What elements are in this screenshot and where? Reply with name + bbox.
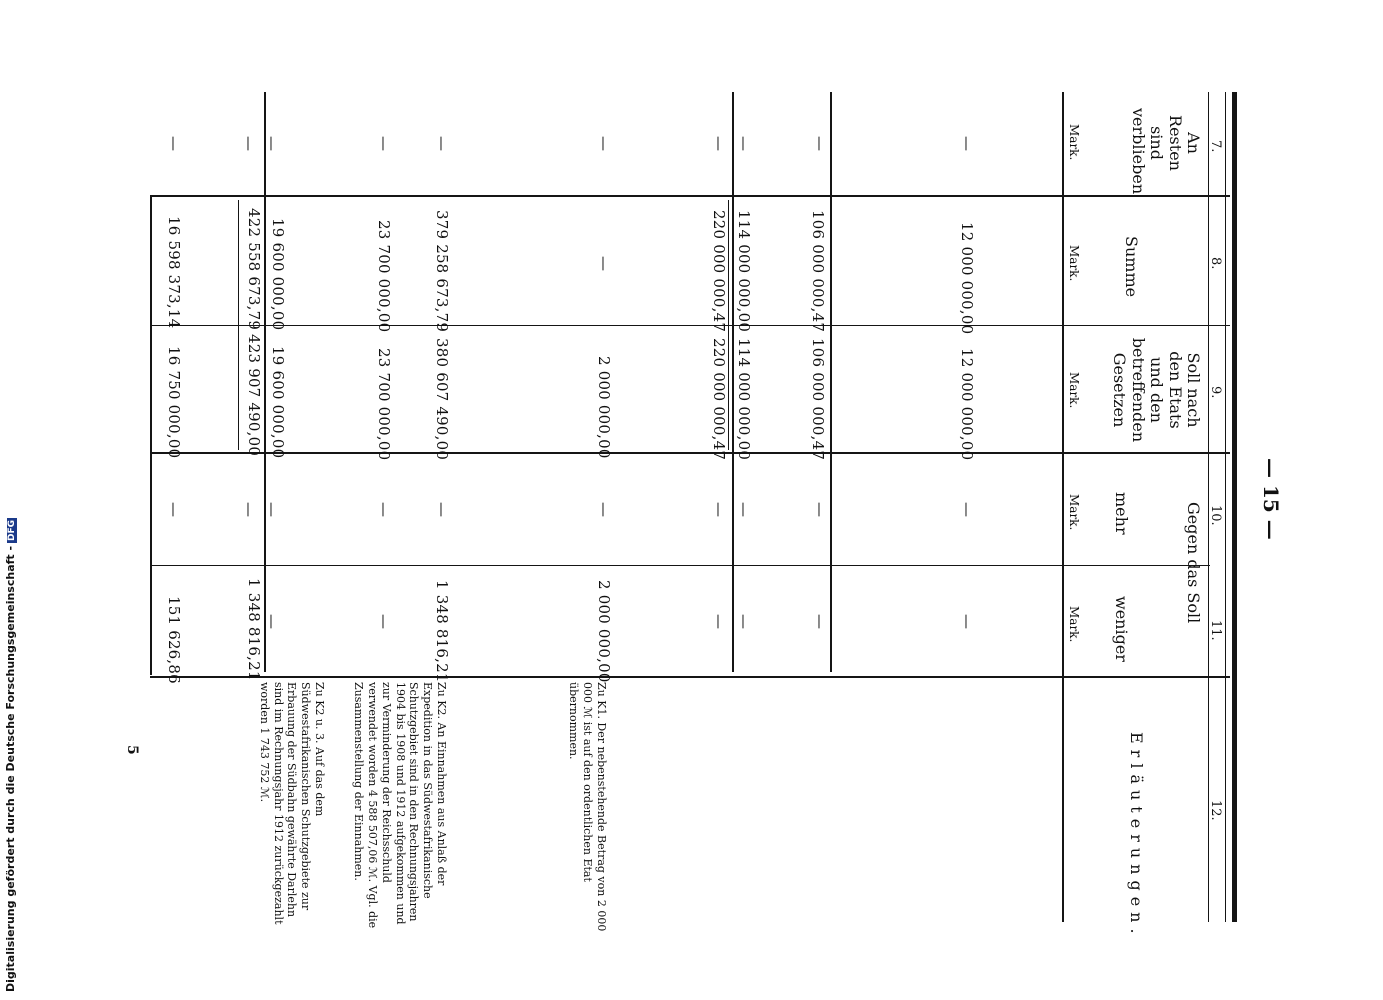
cell-r2-c11: —	[811, 614, 829, 629]
cell-r7-c11: —	[375, 614, 393, 629]
cell-r5-c10: —	[595, 502, 613, 517]
cell-r7-c10: —	[375, 502, 393, 517]
col-rule-7-8	[150, 195, 1230, 197]
cell-r9-c7: —	[240, 136, 258, 151]
header-col9: Soll nach den Etats und den betreffenden Gesetzen	[1110, 337, 1203, 443]
cell-r7-c7: —	[375, 136, 393, 151]
cell-r1-c8: 12 000 000,00	[958, 222, 976, 335]
colnum-8: 8.	[1208, 257, 1223, 270]
cell-r9-c8: 422 558 673,79	[245, 208, 263, 331]
cell-r3-c10: —	[735, 502, 753, 517]
cell-r10-c9: 16 750 000,00	[165, 346, 183, 459]
cell-r4-c7: —	[710, 136, 728, 151]
header-bottom-rule	[1062, 92, 1064, 922]
cell-r3-c7: —	[735, 136, 753, 151]
colnum-7: 7.	[1208, 140, 1223, 153]
colnum-11: 11.	[1208, 620, 1223, 641]
cell-r8-c11: —	[263, 614, 281, 629]
cell-r4-c11: —	[710, 614, 728, 629]
cell-r3-c11: —	[735, 614, 753, 629]
cell-r9-c10: —	[240, 502, 258, 517]
cell-r8-c9: 19 600 000,00	[269, 346, 287, 459]
footer-credit: Digitalisierung gefördert durch die Deutsche Forschungsgemeinschaft -DFG	[4, 519, 17, 992]
cell-r3-c8: 114 000 000,00	[735, 210, 753, 333]
col-rule-10-11	[150, 565, 1210, 566]
header-col10: mehr	[1112, 492, 1131, 535]
cell-r6-c10: —	[433, 502, 451, 517]
unit-col8: Mark.	[1067, 245, 1081, 282]
unit-col9: Mark.	[1067, 372, 1081, 409]
dfg-logo: DFG	[7, 519, 17, 541]
colnum-12: 12.	[1208, 800, 1223, 821]
header-col7: An Resten sind verblieben	[1128, 108, 1203, 195]
cell-r2-c10: —	[811, 502, 829, 517]
cell-r6-c11: 1 348 816,21	[433, 580, 451, 683]
cell-r6-c9: 380 607 490,00	[433, 338, 451, 461]
cell-r5-c9: 2 000 000,00	[595, 356, 613, 459]
cell-r8-c7: —	[263, 136, 281, 151]
cell-r7-c8: 23 700 000,00	[375, 220, 393, 333]
cell-r3-c9: 114 000 000,00	[735, 338, 753, 461]
cell-r10-c11: 151 626,86	[165, 596, 183, 684]
cell-r7-c9: 23 700 000,00	[375, 348, 393, 461]
header-col12: Erläuterungen.	[1127, 732, 1146, 940]
top-double-rule	[1232, 92, 1237, 922]
col-rule-11-12	[150, 676, 1230, 678]
cell-r5-c7: —	[595, 136, 613, 151]
cell-r2-c7: —	[811, 136, 829, 151]
cell-r2-c8: 106 000 000,47	[809, 210, 827, 333]
cell-r8-c10: —	[263, 502, 281, 517]
unit-col11: Mark.	[1067, 606, 1081, 643]
row-rule-3	[264, 92, 266, 672]
page-number: — 15 —	[1259, 458, 1283, 540]
footer-page-number: 5	[124, 745, 140, 755]
note-k2: Zu K2. An Einnahmen aus Anlaß der Expedition in das Südwestafrikanische Schutzgebiet sind in den Rechnungsjahren 1904 bis 1908 und 1912 aufgekommen und zur Verminderung der Reichsschuld verwendet worden 4 588 507,06 ℳ. Vgl. die Zusammenstellung der Einnahmen.	[352, 682, 448, 929]
cell-r10-c7: —	[165, 136, 183, 151]
row-rule-2	[732, 92, 734, 672]
cell-r1-c10: —	[958, 502, 976, 517]
col-rule-9-10	[150, 452, 1230, 454]
colnum-10: 10.	[1208, 505, 1223, 526]
row-rule-1	[830, 92, 832, 672]
cell-r8-c8: 19 600 000,00	[269, 218, 287, 331]
note-k2-3: Zu K2 u. 3. Auf das dem Südwestafrikanischen Schutzgebiete zur Erbauung der Südbahn gewährte Darlehn sind im Rechnungsjahr 1912 zurückgezahlt worden 1 743 752 ℳ.	[258, 682, 326, 925]
unit-col7: Mark.	[1067, 124, 1081, 161]
cell-r10-c8: 16 598 373,14	[165, 216, 183, 329]
cell-r9-c9: 423 907 490,00	[245, 334, 263, 457]
note-k1: Zu K1. Der nebenstehende Betrag von 2 000 000 ℳ ist auf den ordentlichen Etat übernommen.	[567, 682, 608, 932]
header-col11: weniger	[1112, 596, 1131, 662]
group-header: Gegen das Soll	[1184, 502, 1203, 624]
row-rule-4	[150, 195, 152, 675]
cell-r6-c7: —	[433, 136, 451, 151]
cell-r1-c11: —	[958, 614, 976, 629]
cell-r9-c11: 1 348 816,21	[245, 578, 263, 681]
cell-r10-c10: —	[165, 502, 183, 517]
cell-r1-c9: 12 000 000,00	[958, 348, 976, 461]
cell-r5-c8: —	[595, 256, 613, 271]
colnum-9: 9.	[1208, 386, 1223, 399]
cell-r4-c9: 220 000 000,47	[710, 338, 728, 461]
cell-r6-c8: 379 258 673,79	[433, 210, 451, 333]
cell-r4-c8: 220 000 000,47	[710, 210, 728, 333]
cell-r5-c11: 2 000 000,00	[595, 580, 613, 683]
top-rule-thin	[1225, 92, 1226, 922]
cell-r2-c9: 106 000 000,47	[809, 338, 827, 461]
header-col8: Summe	[1122, 236, 1141, 298]
col-rule-8-9	[150, 325, 1230, 326]
cell-r1-c7: —	[958, 136, 976, 151]
cell-r4-c10: —	[710, 502, 728, 517]
unit-col10: Mark.	[1067, 494, 1081, 531]
